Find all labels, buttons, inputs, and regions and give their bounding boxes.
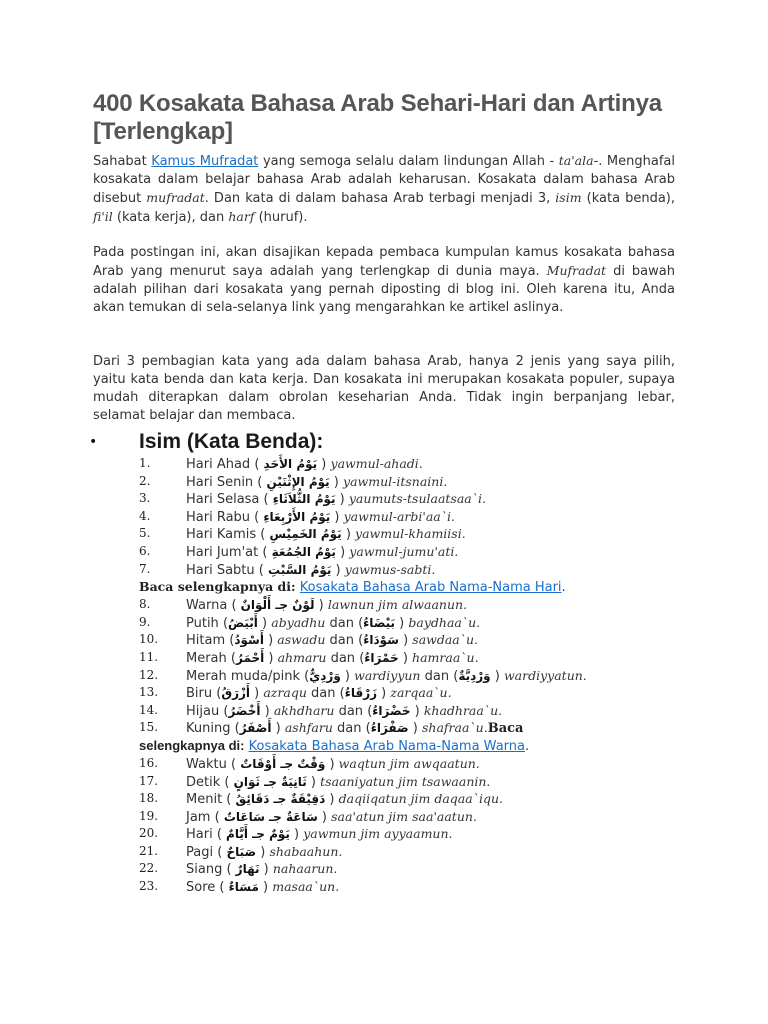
section-heading: Isim (Kata Benda): — [139, 430, 324, 453]
list-item: 19. Jam ( سَاعَةٌ جـ سَاعَاتٌ ) saa'atun jim saa'aatun. — [139, 808, 477, 825]
list-item: 13. Biru (أَزْرَقُ ) azraqu dan (زَرْقَاءُ ) zarqaa`u. — [139, 685, 452, 702]
intro-paragraph-3: Dari 3 pembagian kata yang ada dalam bahasa Arab, hanya 2 jenis yang saya pilih, yaitu kata benda dan kata kerja. Dan kosakata ini merupakan kosakata populer, supaya mudah diterapkan dalam obrolan keseharian Anda. Tidak ingin berpanjang lebar, selamat belajar dan membaca. — [93, 354, 675, 423]
list-item: 22. Siang ( نَهَارٌ ) nahaarun. — [139, 861, 338, 878]
list-item: 6. Hari Jum'at ( يَوْمُ الجُمُعَةِ ) yawmul-jumu'ati. — [139, 543, 459, 560]
list-item: 3. Hari Selasa ( يَوْمُ الثُّلاَثَاءِ ) yaumuts-tsulaatsaa`i. — [139, 491, 486, 508]
list-item: 1. Hari Ahad ( يَوْمُ الأَحَدِ ) yawmul-ahadi. — [139, 456, 423, 472]
read-more-days: Baca selengkapnya di: Kosakata Bahasa Arab Nama-Nama Hari. — [139, 579, 566, 596]
list-item: 5. Hari Kamis ( يَوْمُ الخَمِيْسِ ) yawmul-khamiisi. — [139, 526, 466, 543]
list-item: 16. Waktu ( وَقْتٌ جـ أَوْقَاتٌ ) waqtun jim awqaatun. — [139, 755, 480, 772]
list-item: 9. Putih (أَبْيَضُ ) abyadhu dan (بَيْضَاءُ ) baydhaa`u. — [139, 614, 481, 631]
times-list — [93, 755, 675, 896]
list-item: 2. Hari Senin ( يَوْمُ الإِثْنَيْنِ ) yawmul-itsnaini. — [139, 473, 448, 490]
days-article-link[interactable]: Kosakata Bahasa Arab Nama-Nama Hari — [299, 580, 562, 596]
intro-paragraph-1: Sahabat Kamus Mufradat yang semoga selalu dalam lindungan Allah - ta'ala-. Menghafal kosakata dalam belajar bahasa Arab adalah keharusan. Kosakata dalam bahasa Arab disebut mufradat. Dan kata di dalam bahasa Arab terbagi menjadi 3, isim (kata benda), fi'il (kata kerja), dan harf (huruf). — [93, 153, 676, 225]
list-item: 18. Menit ( دَقِيْقَةٌ جـ دَقَائِقُ ) daqiiqatun jim daqaa`iqu. — [139, 791, 503, 808]
list-item: 4. Hari Rabu ( يَوْمُ الأَرْبِعَاءِ ) yawmul-arbi'aa`i. — [139, 508, 455, 525]
list-item: 8. Warna ( لَوْنٌ جـ أَلْوَانٌ ) lawnun jim alwaanun. — [139, 597, 468, 614]
list-item: 12. Merah muda/pink (وَرْدِيٌّ ) wardiyyun dan (وَرْدِيَّةٌ ) wardiyyatun. — [139, 667, 587, 684]
kamus-mufradat-link[interactable]: Kamus Mufradat — [151, 154, 259, 169]
colors-article-link[interactable]: Kosakata Bahasa Arab Nama-Nama Warna — [248, 738, 525, 754]
list-item: 7. Hari Sabtu ( يَوْمُ السَّبْتِ ) yawmus-sabti. — [139, 561, 436, 578]
read-more-colors: selengkapnya di: Kosakata Bahasa Arab Nama-Nama Warna. — [139, 737, 530, 754]
colors-list — [93, 596, 675, 737]
bullet-icon: • — [89, 434, 98, 450]
days-list — [93, 455, 675, 578]
list-item: 17. Detik ( ثَانِيَةٌ جـ ثَوَانٍ ) tsaaniyatun jim tsawaanin. — [139, 773, 491, 790]
list-item: 14. Hijau (أَخْضَرُ ) akhdharu dan (خَضْرَاءُ ) khadhraa`u. — [139, 702, 503, 719]
list-item: 10. Hitam (أَسْوَدُ ) aswadu dan (سَوْدَاءُ ) sawdaa`u. — [139, 632, 479, 649]
list-item: 15. Kuning (أَصْفَرُ ) ashfaru dan (صَفْرَاءُ ) shafraa`u.Baca — [139, 720, 524, 737]
intro-paragraph-2: Pada postingan ini, akan disajikan kepada pembaca kumpulan kamus kosakata bahasa Arab yang menurut saya adalah yang terlengkap di dunia maya. Mufradat di bawah adalah pilihan dari kosakata yang pernah diposting di blog ini. Oleh karena itu, Anda akan temukan di sela-selanya link yang mengarahkan ke artikel aslinya. — [93, 245, 675, 315]
page-title: 400 Kosakata Bahasa Arab Sehari-Hari dan Artinya [Terlengkap] — [93, 90, 662, 145]
list-item: 11. Merah (أَحْمَرُ ) ahmaru dan (حَمْرَاءُ ) hamraa`u. — [139, 649, 479, 666]
list-item: 20. Hari ( يَوْمٌ جـ أَيَّامٌ ) yawmun jim ayyaamun. — [139, 826, 453, 843]
list-item: 21. Pagi ( صَبَاحٌ ) shabaahun. — [139, 843, 343, 860]
article — [89, 90, 676, 896]
list-item: 23. Sore ( مَسَاءٌ ) masaa`un. — [139, 879, 340, 896]
section-heading-row — [89, 429, 675, 455]
